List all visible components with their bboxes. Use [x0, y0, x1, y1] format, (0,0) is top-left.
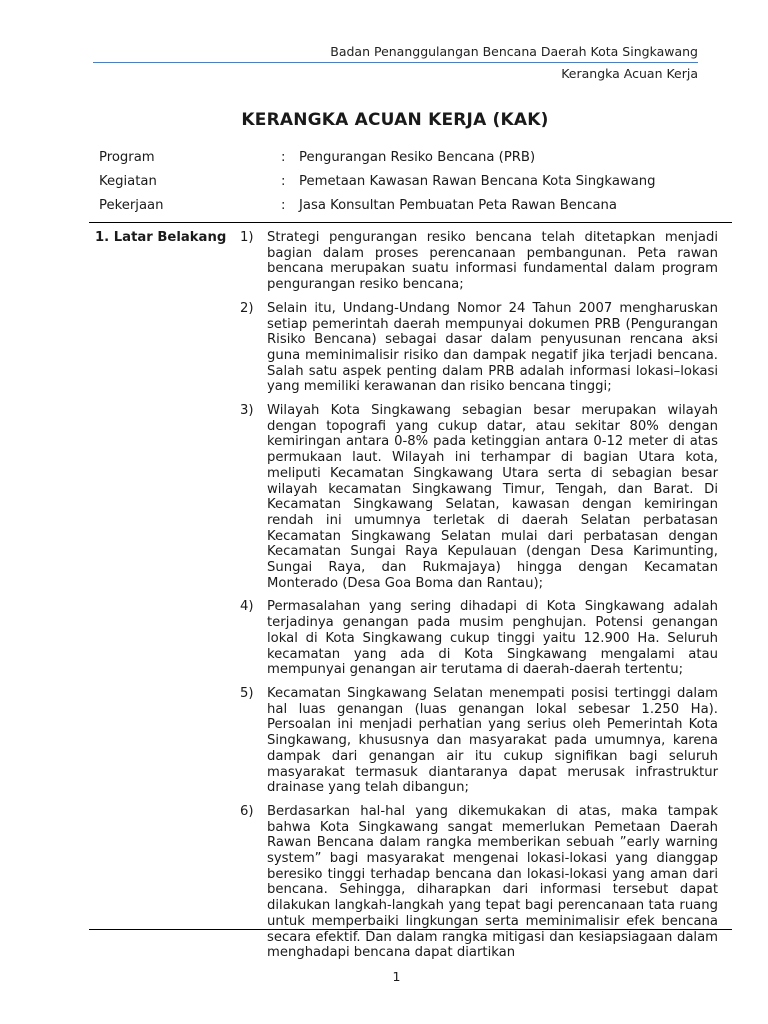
item-number: 5)	[240, 685, 254, 701]
meta-colon: :	[281, 198, 286, 213]
table-bottom-rule	[89, 929, 732, 930]
item-text: Selain itu, Undang-Undang Nomor 24 Tahun 2007 mengharuskan setiap pemerintah daerah mempunyai dokumen PRB (Pengurangan Risiko Bencana) sebagai dasar dalam penyusunan rencana aksi guna meminimalisir risiko dan dampak negatif jika terjadi bencana. Salah satu aspek penting dalam PRB adalah informasi lokasi–lokasi yang memiliki kerawanan dan risiko bencana tinggi;	[267, 300, 718, 395]
meta-table	[99, 150, 739, 222]
page-number: 1	[392, 969, 401, 984]
item-number: 3)	[240, 403, 254, 419]
meta-colon: :	[281, 174, 286, 189]
meta-row-kegiatan	[99, 174, 739, 198]
item-text: Kecamatan Singkawang Selatan menempati posisi tertinggi dalam hal luas genangan (luas genangan lokal sebesar 1.250 Ha). Persoalan ini menjadi perhatian yang serius oleh Pemerintah Kota Singkawang, khususnya dan masyarakat pada umumnya, karena dampak dari genangan air itu cukup signifikan bagi seluruh masyarakat termasuk diantaranya dapat merusak infrastruktur drainase yang telah dibangun;	[267, 685, 718, 796]
list-item	[236, 230, 718, 293]
meta-value: Pengurangan Resiko Bencana (PRB)	[299, 150, 536, 165]
section-heading: 1. Latar Belakang	[95, 230, 227, 245]
item-text: Berdasarkan hal-hal yang dikemukakan di atas, maka tampak bahwa Kota Singkawang sangat memerlukan Pemetaan Daerah Rawan Bencana dalam rangka memberikan sebuah ”early warning system” bagi masyarakat mengenai lokasi-lokasi yang dianggap beresiko tinggi terhadap bencana dan lokasi-lokasi yang aman dari bencana. Sehingga, diharapkan dari informasi tersebut dapat dilakukan langkah-langkah yang tepat bagi perencanaan tata ruang untuk memperbaiki lingkungan serta meminimalisir efek bencana secara efektif. Dan dalam rangka mitigasi dan kesiapsiagaan dalam menghadapi bencana dapat diartikan	[267, 803, 718, 961]
header-document-name: Kerangka Acuan Kerja	[561, 66, 698, 81]
section-items	[236, 230, 718, 969]
list-item	[236, 301, 718, 395]
item-text: Wilayah Kota Singkawang sebagian besar merupakan wilayah dengan topografi yang cukup datar, atau sekitar 80% dengan kemiringan antara 0-8% pada ketinggian antara 0-12 meter di atas permukaan laut. Wilayah ini terhampar di bagian Utara kota, meliputi Kecamatan Singkawang Utara serta di sebagian besar wilayah kecamatan Singkawang Timur, Tengah, dan Barat. Di Kecamatan Singkawang Selatan, kawasan dengan kemiringan rendah ini umumnya terletak di daerah Selatan perbatasan Kecamatan Singkawang Selatan mulai dari perbatasan dengan Kecamatan Sungai Raya Kepulauan (dengan Desa Karimunting, Sungai Raya, dan Rukmajaya) hingga dengan Kecamatan Monterado (Desa Goa Boma dan Rantau);	[267, 403, 718, 591]
list-item	[236, 686, 718, 796]
item-number: 2)	[240, 300, 254, 316]
document-title: KERANGKA ACUAN KERJA (KAK)	[241, 110, 549, 130]
list-item	[236, 599, 718, 678]
item-number: 1)	[240, 230, 254, 245]
item-number: 4)	[240, 599, 254, 615]
header-organization: Badan Penanggulangan Bencana Daerah Kota Singkawang	[330, 44, 698, 59]
meta-label: Kegiatan	[99, 174, 157, 189]
meta-row-program	[99, 150, 739, 174]
meta-label: Program	[99, 150, 155, 165]
meta-label: Pekerjaan	[99, 198, 164, 213]
header-rule	[93, 62, 698, 63]
item-number: 6)	[240, 803, 254, 819]
item-text: Strategi pengurangan resiko bencana telah ditetapkan menjadi bagian dalam proses perencanaan pembangunan. Peta rawan bencana merupakan suatu informasi fundamental dalam program pengurangan resiko bencana;	[267, 230, 718, 293]
list-item	[236, 804, 718, 961]
meta-value: Jasa Konsultan Pembuatan Peta Rawan Bencana	[299, 198, 617, 213]
meta-value: Pemetaan Kawasan Rawan Bencana Kota Singkawang	[299, 174, 656, 189]
item-text: Permasalahan yang sering dihadapi di Kota Singkawang adalah terjadinya genangan pada musim penghujan. Potensi genangan lokal di Kota Singkawang cukup tinggi yaitu 12.900 Ha. Seluruh kecamatan yang ada di Kota Singkawang mengalami atau mempunyai genangan air terutama di daerah-daerah tertentu;	[267, 599, 718, 678]
meta-row-pekerjaan	[99, 198, 739, 222]
table-top-rule	[89, 222, 732, 223]
list-item	[236, 403, 718, 591]
meta-colon: :	[281, 150, 286, 165]
